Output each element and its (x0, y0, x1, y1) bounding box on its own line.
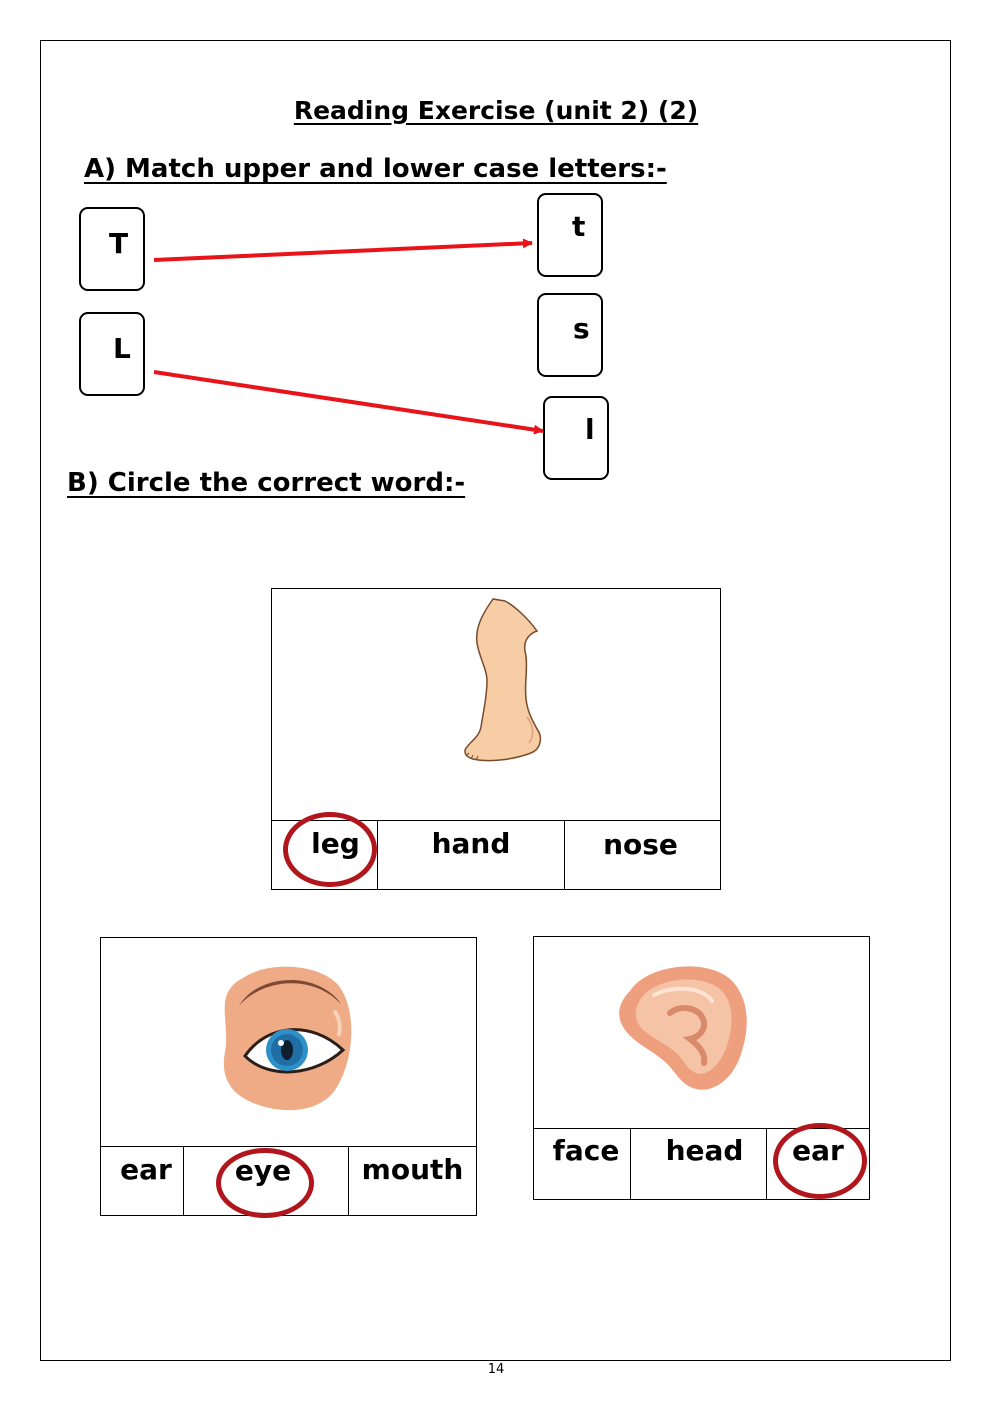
answer-circle (216, 1148, 314, 1218)
uppercase-letter: L (113, 332, 131, 365)
word-option[interactable]: nose (564, 821, 720, 889)
page-title: Reading Exercise (unit 2) (2) (293, 96, 699, 125)
word-option[interactable]: hand (377, 821, 564, 889)
word-option[interactable]: leg (311, 827, 360, 860)
ear-icon (614, 961, 754, 1095)
eye-icon (217, 964, 357, 1116)
answer-circle (283, 812, 377, 887)
word-option[interactable]: eye (183, 1147, 348, 1215)
leg-icon (457, 597, 547, 767)
section-a-heading: A) Match upper and lower case letters:- (84, 154, 667, 184)
picture-card (100, 937, 477, 1216)
word-option[interactable]: head (630, 1129, 766, 1199)
page-number: 14 (487, 1362, 505, 1377)
word-option[interactable]: ear (766, 1129, 869, 1199)
word-option[interactable]: mouth (348, 1147, 476, 1215)
answer-circle (773, 1123, 867, 1199)
lowercase-letter: t (572, 210, 586, 243)
match-arrow (154, 372, 543, 431)
section-b-heading: B) Circle the correct word:- (67, 468, 466, 498)
match-arrows (0, 0, 992, 520)
picture-card (271, 588, 721, 890)
lowercase-letter: l (585, 413, 595, 446)
match-arrow (154, 243, 532, 260)
word-option[interactable]: ear (120, 1153, 172, 1186)
word-option[interactable]: face (552, 1134, 620, 1167)
lowercase-letter: s (573, 312, 590, 345)
picture-card (533, 936, 870, 1200)
uppercase-letter: T (109, 227, 129, 260)
